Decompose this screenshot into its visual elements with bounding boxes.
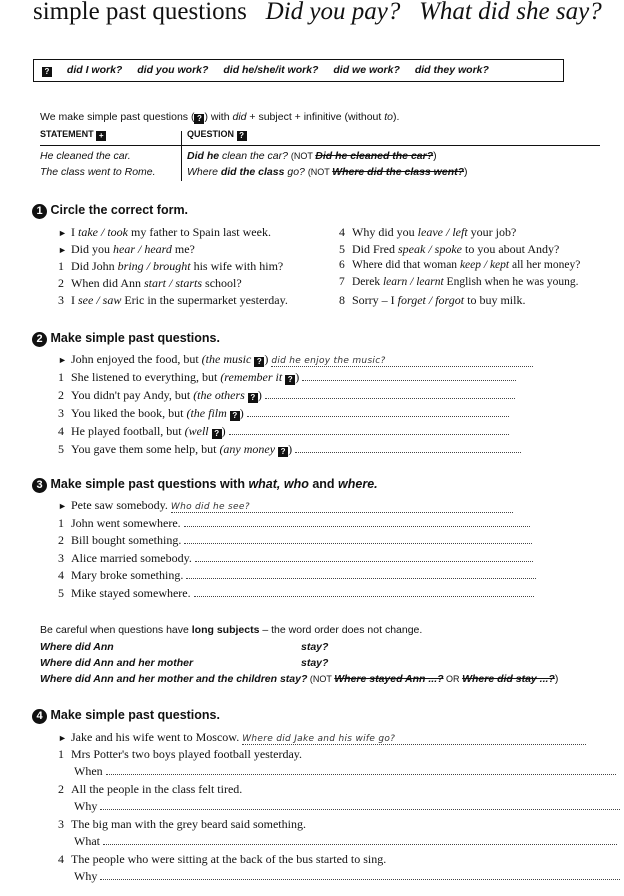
item-text: Derek [352, 276, 383, 288]
note-part: ) [554, 673, 559, 685]
note-example-verb: stay? [277, 673, 308, 685]
item-number: 5 [339, 242, 345, 256]
wrong-form: Where stayed Ann ...? [334, 673, 444, 685]
item-number: 3 [58, 293, 64, 307]
item-number: 6 [339, 259, 345, 271]
note-part: – the word order does not change. [259, 624, 423, 636]
answer-field[interactable] [184, 517, 530, 527]
question-part: ) [433, 150, 437, 162]
answer-prompt: What [74, 834, 100, 848]
exercise-item: ► John enjoyed the food, but (the music ? ) did he enjoy the music? [58, 352, 533, 370]
item-text: his wife with him? [190, 259, 284, 273]
note-example-subject: Where did Ann [40, 641, 114, 653]
table-column-divider [181, 131, 182, 181]
item-number: ► [58, 733, 67, 743]
summary-box-items [42, 64, 489, 77]
not-label: (NOT [290, 151, 316, 161]
rule-part: did [232, 111, 247, 123]
not-label: (NOT [307, 167, 333, 177]
item-cue: (the others [193, 388, 248, 402]
item-number: 5 [58, 585, 64, 600]
item-number: 8 [339, 293, 345, 307]
title-example-1: Did you pay? [265, 0, 401, 25]
note-part: Be careful when questions have [40, 624, 192, 636]
note-example-row [40, 657, 193, 669]
exercise-item [339, 225, 580, 242]
question-part: did the class [220, 166, 285, 178]
answer-field[interactable] [265, 389, 515, 399]
item-text: school? [202, 276, 242, 290]
title-main: simple past questions [33, 0, 247, 25]
exercise-item [58, 276, 288, 293]
exercise-item [58, 568, 536, 586]
exercise-item [58, 782, 620, 799]
item-text: Mrs Potter's two boys played football yesterday. [71, 747, 303, 761]
note-text [40, 624, 422, 636]
exercise-item [58, 586, 536, 604]
exercise-item [58, 730, 620, 747]
exercise-item: 2 You didn't pay Andy, but (the others ? ) [58, 388, 533, 406]
answer-prompt: Why [74, 799, 98, 813]
item-number: ► [58, 501, 67, 511]
question-part: go? [284, 166, 305, 178]
answer-field[interactable]: Who did he see? [171, 502, 513, 513]
exercise-item [58, 498, 536, 516]
item-text: me? [171, 242, 195, 256]
section-2-items [58, 352, 533, 460]
item-cue: (the film [186, 406, 230, 420]
question-mark-icon: ? [248, 393, 258, 403]
item-option[interactable]: leave / left [417, 225, 468, 239]
question-mark-icon: ? [194, 114, 204, 124]
section-3-items [58, 498, 536, 603]
section-1-heading [32, 203, 188, 219]
answer-field[interactable] [302, 371, 516, 381]
question-header [187, 129, 247, 141]
exercise-item [58, 259, 288, 276]
item-cue: (any money [219, 442, 279, 456]
exercise-item [58, 242, 288, 259]
answer-row [58, 869, 620, 887]
question-mark-icon: ? [278, 447, 288, 457]
section-heading-text: Circle the correct form. [50, 203, 189, 217]
item-text: The big man with the grey beard said something. [71, 817, 306, 831]
exercise-item [58, 747, 620, 764]
section-number-icon: 2 [32, 332, 47, 347]
rule-part: ). [393, 111, 400, 123]
note-part: long subjects [191, 624, 260, 636]
rule-text [40, 111, 399, 124]
note-example-subject: Where did Ann and her mother and the children [40, 673, 278, 685]
answer-field[interactable] [103, 835, 617, 845]
item-text: Jake and his wife went to Moscow. [71, 730, 240, 744]
answer-field[interactable] [184, 534, 532, 544]
item-number: ► [58, 245, 67, 255]
table-divider [40, 145, 600, 146]
item-number: 1 [58, 259, 64, 273]
item-text: She listened to everything, but [71, 370, 221, 384]
item-text: Why did you [352, 225, 418, 239]
item-text: John enjoyed the food, but [71, 352, 202, 366]
exercise-item: 5 You gave them some help, but (any money ? ) [58, 442, 533, 460]
item-number: 5 [58, 442, 64, 456]
item-text: John went somewhere. [71, 515, 181, 530]
question-mark-icon: ? [254, 357, 264, 367]
answer-field[interactable]: did he enjoy the music? [271, 356, 533, 367]
item-text: English when he was young. [443, 276, 579, 288]
question-part: ) [464, 166, 468, 178]
item-text: Did you [71, 242, 113, 256]
exercise-item [339, 242, 580, 259]
box-item: did you work? [137, 64, 209, 76]
item-option[interactable]: start / starts [144, 276, 203, 290]
plus-icon: + [96, 131, 106, 141]
answer-field[interactable]: Where did Jake and his wife go? [242, 734, 586, 745]
exercise-item: 3 You liked the book, but (the film ? ) [58, 406, 533, 424]
box-item: did he/she/it work? [223, 64, 319, 76]
item-text: Where did that woman [352, 259, 460, 271]
question-mark-icon: ? [212, 429, 222, 439]
question-part: clean the car? [219, 150, 288, 162]
note-example-verb: stay? [301, 641, 329, 653]
item-number: 2 [58, 533, 64, 547]
item-cue: (the music [201, 352, 255, 366]
box-item: did they work? [414, 64, 489, 76]
item-text: Bill bought something. [71, 533, 182, 547]
item-option[interactable]: take / took [78, 225, 128, 239]
item-number: 4 [339, 225, 345, 239]
box-item: did we work? [333, 64, 400, 76]
section-heading-text: where. [338, 477, 378, 491]
item-option[interactable]: forget / forgot [397, 293, 465, 307]
item-option[interactable]: see / saw [78, 293, 122, 307]
section-1-right-column [339, 225, 580, 310]
item-text: I [71, 293, 78, 307]
item-text: Did John [71, 259, 118, 273]
question-header-label: QUESTION [187, 129, 235, 139]
item-text: to you about Andy? [461, 242, 560, 256]
item-text: Sorry – I [352, 293, 398, 307]
exercise-item: 4 He played football, but (well ? ) [58, 424, 533, 442]
answer-row [58, 834, 620, 852]
item-option[interactable]: speak / spoke [398, 242, 462, 256]
statement-cell: He cleaned the car. [40, 150, 131, 162]
note-example-row [40, 673, 558, 685]
rule-part: We make simple past questions ( [40, 111, 195, 123]
rule-part: to [384, 111, 394, 123]
section-4-items [58, 730, 620, 887]
question-part: Did he [187, 150, 220, 162]
answer-field[interactable] [195, 552, 533, 562]
exercise-item [58, 817, 620, 834]
answer-row [58, 764, 620, 782]
section-heading-text: and [308, 477, 339, 491]
item-cue: (remember it [220, 370, 286, 384]
item-number: 1 [58, 747, 64, 761]
item-option[interactable]: keep / kept [459, 259, 510, 271]
item-number: 2 [58, 782, 64, 796]
question-cell [187, 166, 468, 178]
item-text: I [71, 225, 78, 239]
note-example-row [40, 641, 114, 653]
section-number-icon: 3 [32, 478, 47, 493]
item-text: your job? [467, 225, 517, 239]
question-mark-icon: ? [230, 411, 240, 421]
item-option[interactable]: hear / heard [113, 242, 172, 256]
item-text: Mary broke something. [71, 568, 184, 582]
box-item: did I work? [66, 64, 123, 76]
item-number: 1 [58, 370, 64, 384]
item-text: Eric in the supermarket yesterday. [121, 293, 288, 307]
exercise-item [58, 551, 536, 569]
item-number: 7 [339, 276, 345, 288]
section-heading-text: Make simple past questions. [50, 331, 220, 345]
statement-header-label: STATEMENT [40, 129, 94, 139]
answer-row [58, 799, 620, 817]
item-text: all her money? [509, 259, 581, 271]
exercise-item [58, 293, 288, 310]
section-2-heading [32, 331, 220, 347]
question-mark-icon: ? [237, 131, 247, 141]
item-text: to buy milk. [464, 293, 526, 307]
question-cell [187, 150, 437, 162]
item-text: All the people in the class felt tired. [71, 782, 243, 796]
wrong-form: Did he cleaned the car? [315, 150, 434, 162]
statement-cell: The class went to Rome. [40, 166, 156, 178]
answer-field[interactable] [295, 443, 521, 453]
item-text: He played football, but [71, 424, 185, 438]
item-number: 3 [58, 550, 64, 565]
exercise-item [339, 259, 580, 276]
item-text: You liked the book, but [71, 406, 187, 420]
exercise-item [339, 293, 580, 310]
section-1-left-column [58, 225, 288, 310]
item-option[interactable]: learn / learnt [382, 276, 444, 288]
title-example-2: What did she say? [419, 0, 602, 25]
question-mark-icon: ? [42, 67, 52, 77]
item-option[interactable]: bring / brought [117, 259, 191, 273]
item-number: 2 [58, 276, 64, 290]
question-mark-icon: ? [285, 375, 295, 385]
item-number: 4 [58, 424, 64, 438]
answer-field[interactable] [229, 425, 509, 435]
or-label: OR [443, 674, 463, 684]
item-text: Mike stayed somewhere. [71, 585, 191, 600]
note-example-subject: Where did Ann and her mother [40, 657, 194, 669]
item-number: 1 [58, 515, 64, 530]
section-heading-text: Make simple past questions with [50, 477, 249, 491]
answer-field[interactable] [100, 800, 620, 810]
answer-prompt: Why [74, 869, 98, 883]
wrong-form: Where did stay ...? [462, 673, 555, 685]
section-heading-text: Make simple past questions. [50, 708, 220, 722]
item-text: Did Fred [352, 242, 398, 256]
not-label: (NOT [307, 674, 335, 684]
item-number: 2 [58, 388, 64, 402]
item-number: 4 [58, 852, 64, 866]
item-number: ► [58, 355, 67, 365]
answer-prompt: When [74, 764, 103, 778]
item-number: ► [58, 228, 67, 238]
item-number: 3 [58, 406, 64, 420]
section-heading-text: what, who [248, 477, 309, 491]
answer-field[interactable] [194, 587, 534, 597]
item-text: You didn't pay Andy, but [71, 388, 194, 402]
item-text: Pete saw somebody. [71, 498, 168, 512]
summary-box [33, 59, 564, 82]
item-cue: (well [184, 424, 212, 438]
section-number-icon: 4 [32, 709, 47, 724]
statement-header [40, 129, 106, 141]
exercise-item [58, 533, 536, 551]
exercise-item [339, 276, 580, 293]
question-part: Where [187, 166, 221, 178]
section-number-icon: 1 [32, 204, 47, 219]
exercise-item [58, 516, 536, 534]
item-text: my father to Spain last week. [127, 225, 271, 239]
section-3-heading [32, 477, 378, 493]
item-number: 4 [58, 568, 64, 582]
exercise-item [58, 225, 288, 242]
exercise-item [58, 852, 620, 869]
section-4-heading [32, 708, 220, 724]
rule-part: ) with [204, 111, 233, 123]
item-text: The people who were sitting at the back of the bus started to sing. [71, 852, 387, 866]
answer-field[interactable] [247, 407, 509, 417]
answer-field[interactable] [186, 569, 536, 579]
item-text: You gave them some help, but [71, 442, 220, 456]
item-text: When did Ann [71, 276, 144, 290]
item-text: Alice married somebody. [71, 550, 192, 565]
rule-part: + subject + infinitive (without [246, 111, 385, 123]
answer-field[interactable] [106, 765, 616, 775]
answer-field[interactable] [100, 870, 620, 880]
wrong-form: Where did the class went? [332, 166, 465, 178]
page-title [33, 0, 602, 26]
exercise-item: 1 She listened to everything, but (remember it ? ) [58, 370, 533, 388]
item-number: 3 [58, 817, 64, 831]
note-example-verb: stay? [301, 657, 329, 669]
